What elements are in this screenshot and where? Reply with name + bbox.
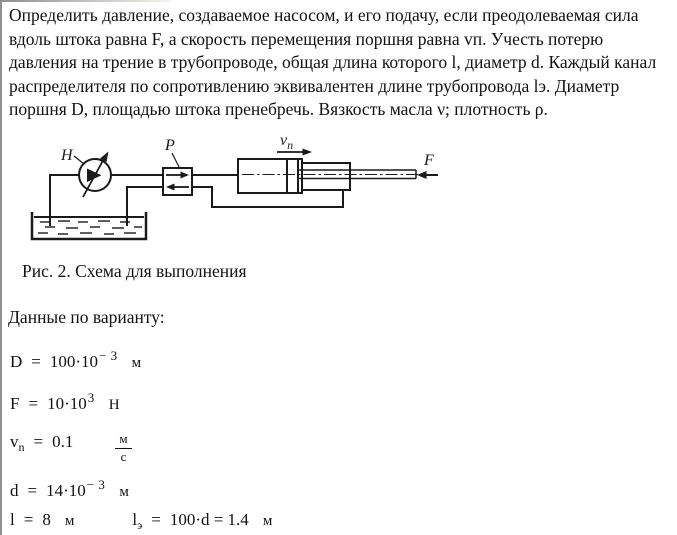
formula-le [132, 510, 273, 532]
hydraulic-schematic [0, 122, 460, 257]
distributor-label-leader [172, 153, 179, 167]
distributor-label: Р [165, 137, 175, 154]
formula-v-value: 0.1 [52, 432, 74, 451]
formula-l-row [10, 510, 272, 533]
formula-D-value: 100·10 [49, 352, 99, 371]
pump-label-leader [74, 156, 84, 164]
formula-d-name: d [10, 481, 19, 500]
figure-caption: Рис. 2. Схема для выполнения [22, 261, 247, 281]
formula-v-eq: = [33, 432, 44, 451]
force-label: F [424, 152, 434, 169]
distributor-box [163, 168, 192, 195]
page-left-border [0, 0, 2, 535]
formula-l [10, 510, 74, 529]
formula-F-value: 10·10 [47, 394, 87, 413]
formula-le-value: 100·d = 1.4 [169, 510, 249, 529]
formula-F-unit: Н [108, 397, 120, 413]
formula-d [10, 477, 129, 501]
formula-d-exponent: − 3 [86, 477, 106, 492]
formula-v-unit-numerator: м [115, 432, 131, 449]
formula-v [10, 432, 132, 465]
formula-d-unit: м [119, 484, 129, 500]
formula-l-name: l [10, 510, 15, 529]
suction-pipe [50, 175, 80, 226]
formula-l-eq: = [23, 510, 34, 529]
problem-statement: Определить давление, создаваемое насосом, и его подачу, если преодолеваемая сила вдоль штока равна F, а скорость перемещения поршня равна vп. Учесть потерю давления на трение в трубопроводе, общая длина которого l, диаметр d. Каждый канал распределителя по сопротивлению эквивалентен длине трубопровода lэ. Диаметр поршня D, площадью штока пренебречь. Вязкость масла ν; плотность ρ. [9, 5, 657, 119]
formula-F [10, 390, 120, 414]
formula-v-unit-denominator: с [120, 449, 127, 464]
force-arrowhead [417, 171, 427, 179]
velocity-arrowhead [303, 149, 313, 156]
pump-label: Н [61, 147, 73, 164]
velocity-label: $v_n$ [280, 132, 294, 152]
page-top-border [0, 0, 170, 2]
formula-D-exponent: − 3 [99, 348, 118, 363]
cylinder-barrel [238, 159, 302, 193]
formula-D [10, 348, 141, 372]
formula-d-value: 14·10 [46, 481, 86, 500]
formula-le-name: l [132, 510, 138, 529]
formula-D-unit: м [131, 355, 142, 371]
formula-D-eq: = [31, 352, 41, 371]
formula-v-unit-fraction [115, 432, 131, 465]
formula-v-subscript: n [18, 440, 25, 454]
formula-F-eq: = [28, 394, 39, 413]
cylinder-head [302, 163, 350, 190]
formula-le-unit: м [262, 513, 273, 529]
formula-l-unit: м [64, 513, 75, 529]
data-section-heading: Данные по варианту: [8, 307, 165, 327]
formula-F-exponent: 3 [87, 390, 95, 405]
formula-l-value: 8 [42, 510, 51, 529]
formula-le-subscript: э [137, 518, 143, 532]
formula-F-name: F [10, 394, 20, 413]
formula-d-eq: = [27, 481, 38, 500]
formula-le-eq: = [151, 510, 161, 529]
formula-v-name: v [10, 432, 19, 451]
formula-D-name: D [10, 352, 23, 371]
